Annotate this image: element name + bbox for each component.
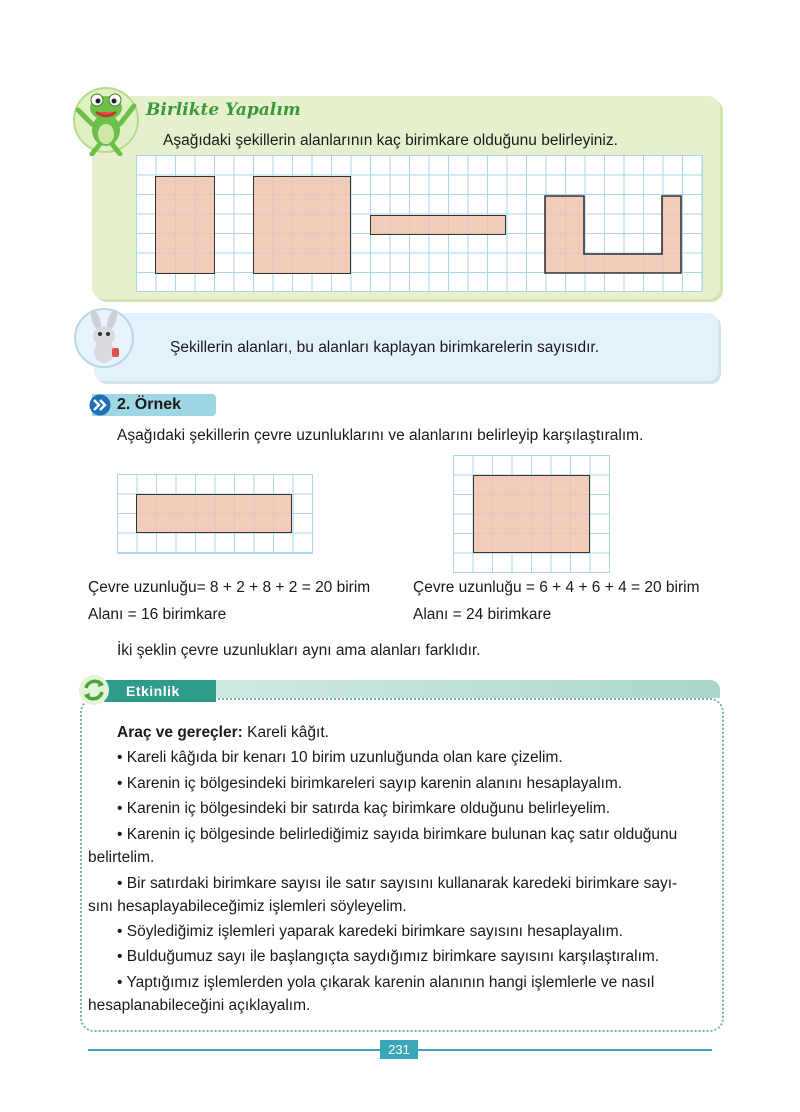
info-text: Şekillerin alanları, bu alanları kaplayan birimkarelerin sayısıdır. [170,339,600,356]
unit-square-grid [136,155,703,292]
right-perimeter: Çevre uzunluğu = 6 + 4 + 6 + 4 = 20 birim [413,579,700,596]
rectangle-6x4 [473,475,590,553]
example-grid-right [453,455,610,573]
activity-item-cont: belirtelim. [88,849,155,866]
right-area: Alanı = 24 birimkare [413,606,552,623]
shape-u [544,195,684,275]
tools-line [117,723,329,743]
frog-mascot-icon [72,80,142,156]
example-grid-left [117,474,313,554]
birlikte-instruction: Aşağıdaki şekillerin alanlarının kaç birimkare olduğunu belirleyiniz. [163,132,618,149]
activity-item: • Söylediğimiz işlemleri yaparak karedeki birimkare sayısını hesaplayalım. [117,923,623,940]
shape-square [253,176,351,274]
ornek-intro: Aşağıdaki şekillerin çevre uzunluklarını ve alanlarını belirleyip karşılaştıralım. [117,427,644,444]
activity-item: • Bulduğumuz sayı ile başlangıçta saydığımız birimkare sayısını karşılaştıralım. [117,948,660,965]
rabbit-mascot-icon [72,306,136,370]
double-chevron-icon [89,394,113,416]
birlikte-yapalim-title: Birlikte Yapalım [146,100,301,120]
tools-label: Araç ve gereçler: [117,724,243,741]
shape-rectangle-tall [155,176,215,274]
left-perimeter: Çevre uzunluğu= 8 + 2 + 8 + 2 = 20 birim [88,579,371,596]
cycle-arrows-icon [78,674,110,706]
activity-item: • Bir satırdaki birimkare sayısı ile satır sayısını kullanarak karedeki birimkare sayı- [117,875,678,892]
activity-item-cont: sını hesaplayabileceğimiz işlemleri söyleyelim. [88,898,407,915]
ornek-conclusion: İki şeklin çevre uzunlukları aynı ama alanları farklıdır. [117,642,481,659]
activity-item: • Kareli kâğıda bir kenarı 10 birim uzunluğunda olan kare çizelim. [117,749,563,766]
etkinlik-title: Etkinlik [104,680,216,702]
ornek-title: 2. Örnek [117,396,182,413]
activity-item: • Karenin iç bölgesindeki bir satırda kaç birimkare olduğunu belirleyelim. [117,800,611,817]
page-number: 231 [380,1040,418,1059]
shape-rectangle-thin [370,215,506,235]
activity-item-cont: hesaplanabileceğini açıklayalım. [88,997,311,1014]
rectangle-8x2 [136,494,292,533]
tools-value: Kareli kâğıt. [242,724,329,741]
activity-item: • Karenin iç bölgesinde belirlediğimiz sayıda birimkare bulunan kaç satır olduğunu [117,826,678,843]
activity-item: • Yaptığımız işlemlerden yola çıkarak karenin alanının hangi işlemlerle ve nasıl [117,974,655,991]
activity-item: • Karenin iç bölgesindeki birimkareleri sayıp karenin alanını hesaplayalım. [117,775,623,792]
left-area: Alanı = 16 birimkare [88,606,227,623]
etkinlik-header-bar [214,680,720,698]
